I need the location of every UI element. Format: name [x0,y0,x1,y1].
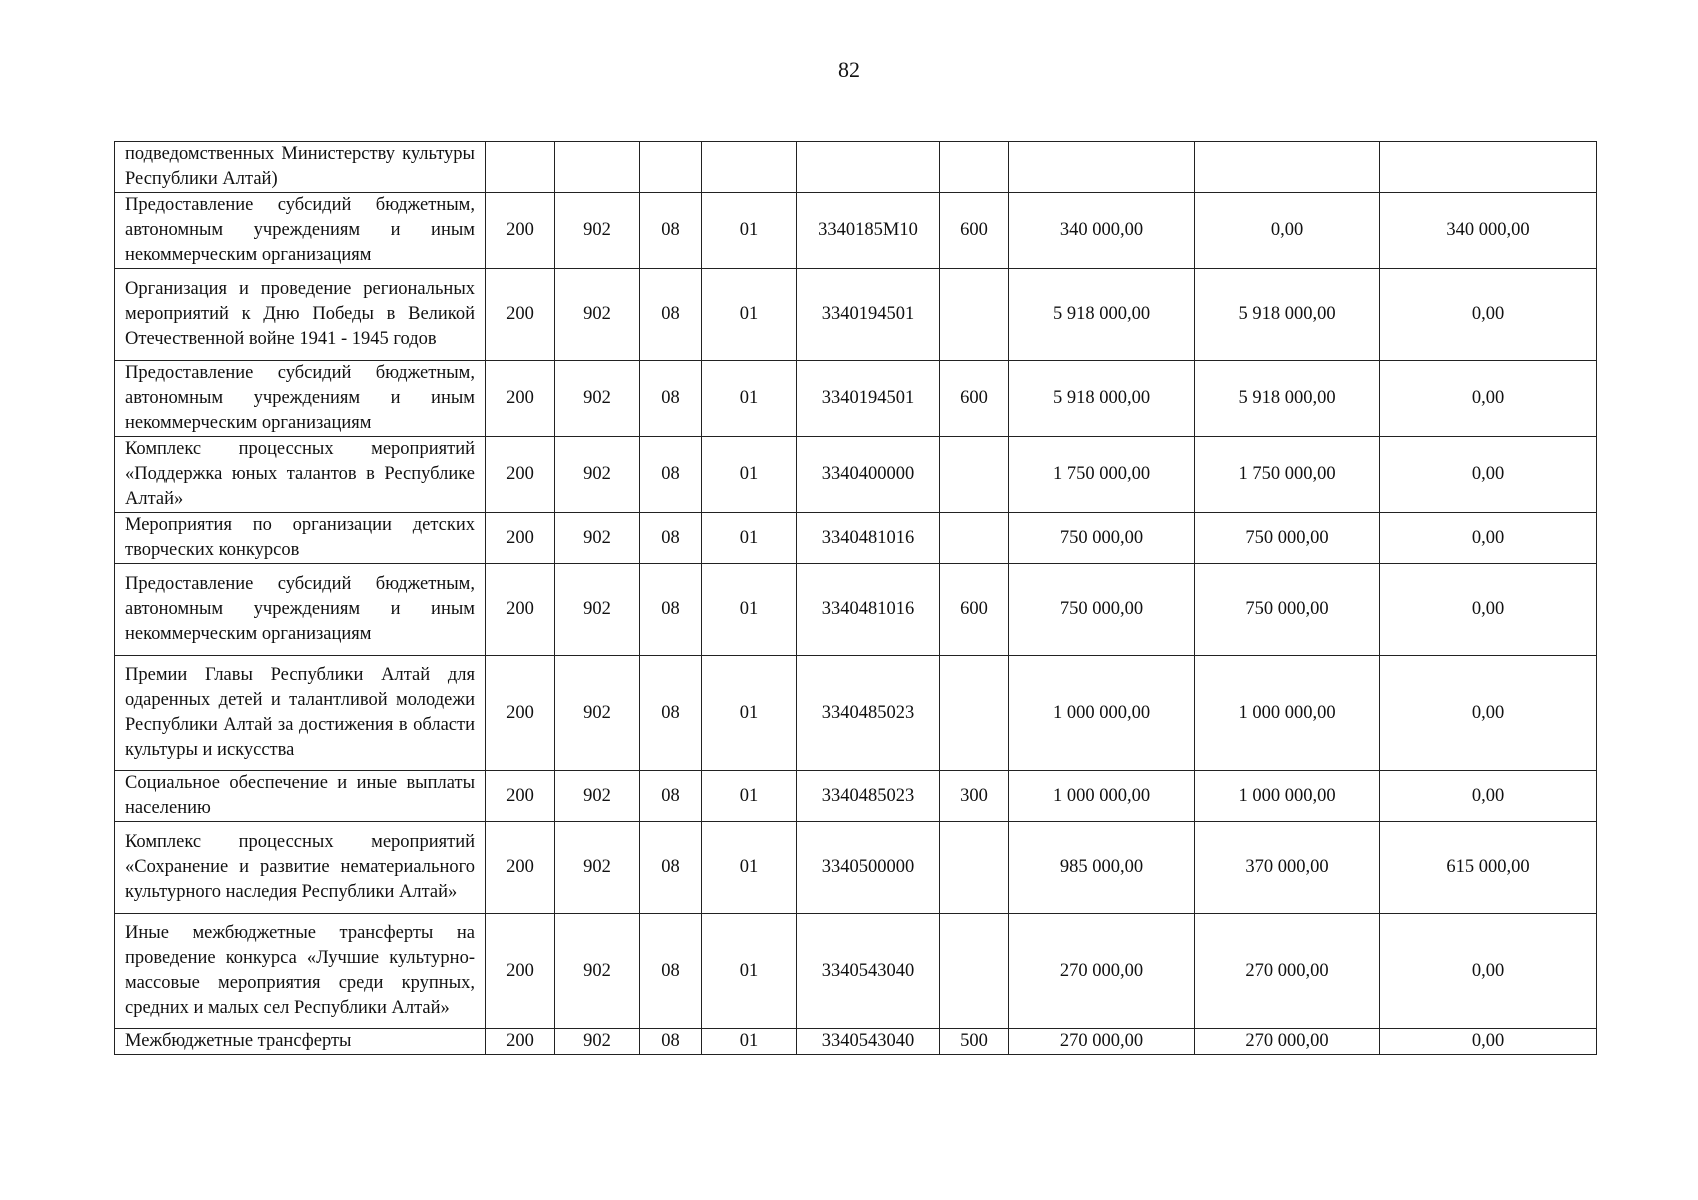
ministry-code-cell: 902 [555,1029,640,1055]
subsection-cell: 01 [702,361,797,437]
amount-col-2-cell: 0,00 [1195,193,1380,269]
section-cell: 08 [640,914,702,1029]
gr-code-cell [486,142,555,193]
ministry-code-cell [555,142,640,193]
amount-col-3-cell: 615 000,00 [1380,822,1597,914]
row-name-cell: Комплекс процессных мероприятий «Поддержка юных талантов в Республике Алтай» [115,437,486,513]
table-row [115,269,1597,361]
section-cell: 08 [640,513,702,564]
section-cell: 08 [640,771,702,822]
amount-col-3-cell: 0,00 [1380,914,1597,1029]
row-name-cell: Иные межбюджетные трансферты на проведение конкурса «Лучшие культурно-массовые мероприятия среди крупных, средних и малых сел Республики Алтай» [115,914,486,1029]
ministry-code-cell: 902 [555,771,640,822]
ministry-code-cell: 902 [555,822,640,914]
amount-col-3-cell: 0,00 [1380,361,1597,437]
expense-type-cell: 600 [940,193,1009,269]
expense-type-cell [940,914,1009,1029]
row-name-cell: Предоставление субсидий бюджетным, автономным учреждениям и иным некоммерческим организациям [115,193,486,269]
target-article-cell [797,142,940,193]
subsection-cell: 01 [702,1029,797,1055]
target-article-cell: 3340485023 [797,771,940,822]
table-row [115,914,1597,1029]
subsection-cell: 01 [702,437,797,513]
amount-col-3-cell: 0,00 [1380,656,1597,771]
expense-type-cell [940,437,1009,513]
amount-col-2-cell [1195,142,1380,193]
subsection-cell [702,142,797,193]
total-amount-cell: 750 000,00 [1009,564,1195,656]
total-amount-cell: 1 000 000,00 [1009,656,1195,771]
target-article-cell: 3340194501 [797,361,940,437]
section-cell: 08 [640,564,702,656]
amount-col-2-cell: 5 918 000,00 [1195,361,1380,437]
section-cell: 08 [640,656,702,771]
expense-type-cell [940,142,1009,193]
gr-code-cell: 200 [486,656,555,771]
ministry-code-cell: 902 [555,513,640,564]
total-amount-cell: 1 000 000,00 [1009,771,1195,822]
subsection-cell: 01 [702,914,797,1029]
total-amount-cell: 270 000,00 [1009,1029,1195,1055]
page-number: 82 [838,57,860,82]
amount-col-3-cell: 0,00 [1380,269,1597,361]
section-cell: 08 [640,1029,702,1055]
section-cell: 08 [640,361,702,437]
row-name-cell: Премии Главы Республики Алтай для одаренных детей и талантливой молодежи Республики Алтай за достижения в области культуры и искусства [115,656,486,771]
section-cell: 08 [640,193,702,269]
row-name-cell: Мероприятия по организации детских творческих конкурсов [115,513,486,564]
total-amount-cell [1009,142,1195,193]
expense-type-cell [940,513,1009,564]
table-row [115,193,1597,269]
total-amount-cell: 5 918 000,00 [1009,361,1195,437]
amount-col-3-cell: 0,00 [1380,513,1597,564]
target-article-cell: 3340543040 [797,914,940,1029]
row-name-cell: Межбюджетные трансферты [115,1029,486,1055]
expense-type-cell: 600 [940,361,1009,437]
expense-type-cell: 600 [940,564,1009,656]
total-amount-cell: 985 000,00 [1009,822,1195,914]
gr-code-cell: 200 [486,822,555,914]
total-amount-cell: 5 918 000,00 [1009,269,1195,361]
gr-code-cell: 200 [486,193,555,269]
target-article-cell: 3340481016 [797,513,940,564]
expense-type-cell: 500 [940,1029,1009,1055]
amount-col-2-cell: 1 750 000,00 [1195,437,1380,513]
expense-type-cell [940,656,1009,771]
total-amount-cell: 340 000,00 [1009,193,1195,269]
target-article-cell: 3340543040 [797,1029,940,1055]
subsection-cell: 01 [702,771,797,822]
table-body [115,142,1597,1055]
amount-col-3-cell: 0,00 [1380,1029,1597,1055]
ministry-code-cell: 902 [555,269,640,361]
amount-col-2-cell: 270 000,00 [1195,914,1380,1029]
expense-type-cell [940,269,1009,361]
row-name-cell: Организация и проведение региональных мероприятий к Дню Победы в Великой Отечественной войне 1941 - 1945 годов [115,269,486,361]
expense-type-cell [940,822,1009,914]
row-name-cell: Предоставление субсидий бюджетным, автономным учреждениям и иным некоммерческим организациям [115,361,486,437]
target-article-cell: 3340400000 [797,437,940,513]
amount-col-2-cell: 370 000,00 [1195,822,1380,914]
table-row [115,1029,1597,1055]
table-row [115,822,1597,914]
subsection-cell: 01 [702,513,797,564]
table-row [115,513,1597,564]
table-row [115,771,1597,822]
gr-code-cell: 200 [486,513,555,564]
target-article-cell: 3340185М10 [797,193,940,269]
section-cell: 08 [640,437,702,513]
ministry-code-cell: 902 [555,361,640,437]
total-amount-cell: 270 000,00 [1009,914,1195,1029]
table-row [115,361,1597,437]
subsection-cell: 01 [702,656,797,771]
subsection-cell: 01 [702,193,797,269]
ministry-code-cell: 902 [555,564,640,656]
target-article-cell: 3340194501 [797,269,940,361]
amount-col-3-cell: 0,00 [1380,564,1597,656]
section-cell [640,142,702,193]
expense-type-cell: 300 [940,771,1009,822]
gr-code-cell: 200 [486,914,555,1029]
table-row [115,656,1597,771]
row-name-cell: Социальное обеспечение и иные выплаты населению [115,771,486,822]
total-amount-cell: 750 000,00 [1009,513,1195,564]
target-article-cell: 3340485023 [797,656,940,771]
amount-col-2-cell: 270 000,00 [1195,1029,1380,1055]
row-name-cell: подведомственных Министерству культуры Республики Алтай) [115,142,486,193]
total-amount-cell: 1 750 000,00 [1009,437,1195,513]
gr-code-cell: 200 [486,361,555,437]
subsection-cell: 01 [702,822,797,914]
gr-code-cell: 200 [486,269,555,361]
row-name-cell: Предоставление субсидий бюджетным, автономным учреждениям и иным некоммерческим организациям [115,564,486,656]
target-article-cell: 3340500000 [797,822,940,914]
ministry-code-cell: 902 [555,437,640,513]
gr-code-cell: 200 [486,564,555,656]
table-row [115,564,1597,656]
amount-col-2-cell: 5 918 000,00 [1195,269,1380,361]
subsection-cell: 01 [702,269,797,361]
amount-col-2-cell: 750 000,00 [1195,513,1380,564]
ministry-code-cell: 902 [555,656,640,771]
section-cell: 08 [640,269,702,361]
gr-code-cell: 200 [486,771,555,822]
gr-code-cell: 200 [486,437,555,513]
amount-col-3-cell: 340 000,00 [1380,193,1597,269]
row-name-cell: Комплекс процессных мероприятий «Сохранение и развитие нематериального культурного наследия Республики Алтай» [115,822,486,914]
subsection-cell: 01 [702,564,797,656]
amount-col-2-cell: 1 000 000,00 [1195,656,1380,771]
amount-col-2-cell: 1 000 000,00 [1195,771,1380,822]
budget-table [114,141,1597,1055]
amount-col-2-cell: 750 000,00 [1195,564,1380,656]
gr-code-cell: 200 [486,1029,555,1055]
amount-col-3-cell: 0,00 [1380,771,1597,822]
table-row [115,437,1597,513]
ministry-code-cell: 902 [555,914,640,1029]
table-row [115,142,1597,193]
amount-col-3-cell [1380,142,1597,193]
target-article-cell: 3340481016 [797,564,940,656]
ministry-code-cell: 902 [555,193,640,269]
section-cell: 08 [640,822,702,914]
amount-col-3-cell: 0,00 [1380,437,1597,513]
